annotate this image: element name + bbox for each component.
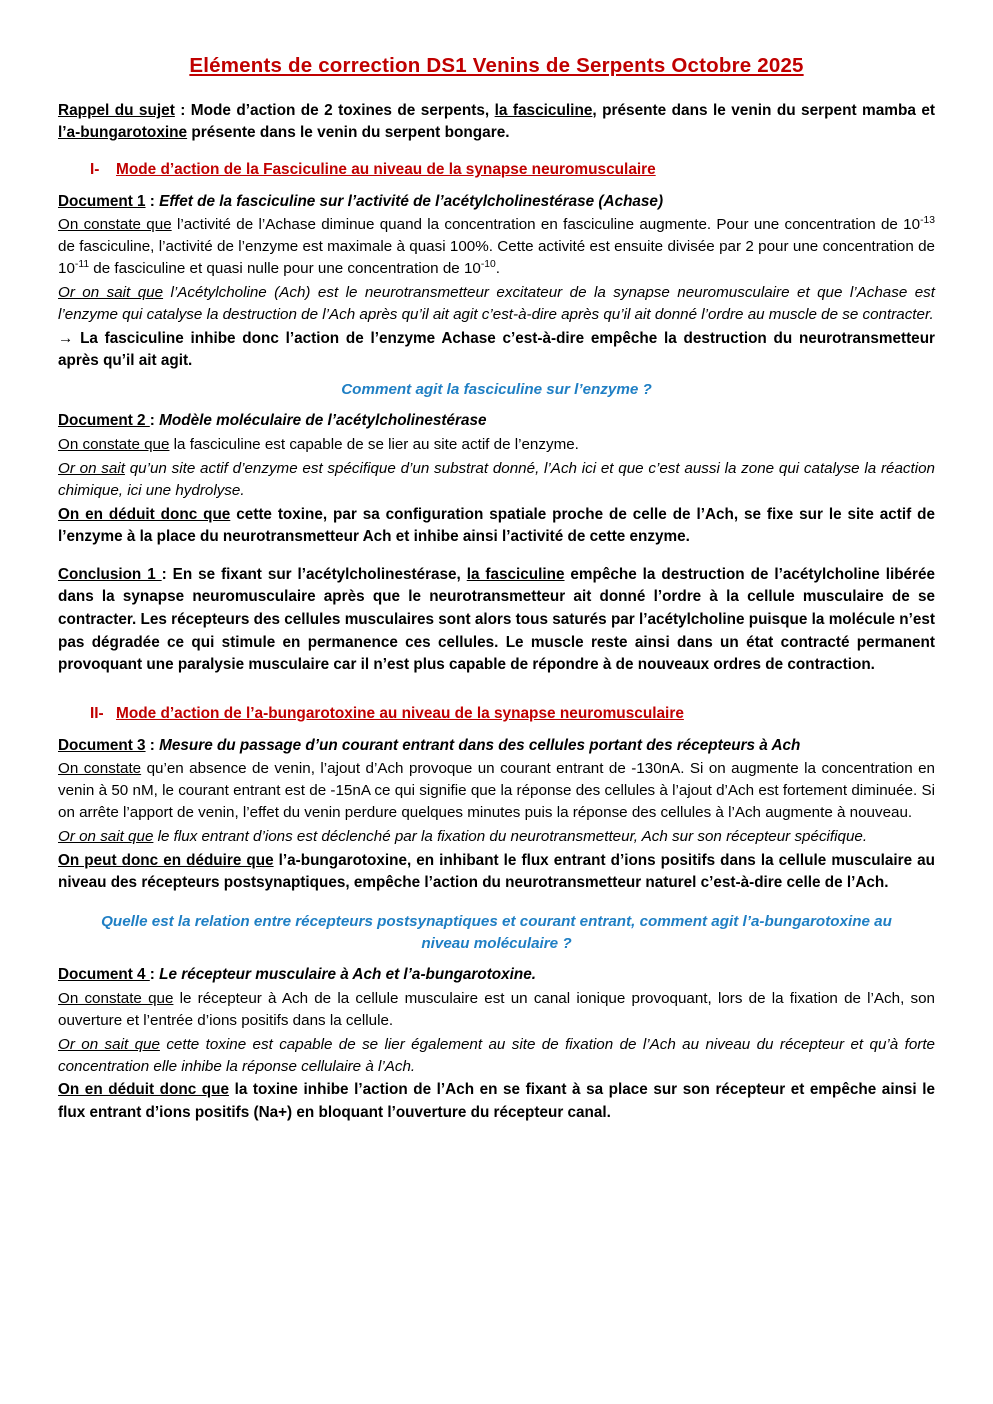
document-1-label: Document 1 [58, 192, 146, 210]
deduction-text-3: l’a-bungarotoxine, en inhibant le flux entrant d’ions positifs dans la cellule musculaire au niveau des récepteurs postsynaptiques, empêche l’action du neurotransmetteur naturel c’est-à-dire celle de l’Ach. [58, 851, 935, 892]
observation-lead-4: On constate que [58, 989, 174, 1007]
knowledge-lead-2: Or on sait [58, 459, 125, 477]
observation-text-1b: de fasciculine, l’activité de l’enzyme est maximale à quasi 100%. Cette activité est ensuite divisée par 2 pour une concentration de 10 [58, 237, 935, 277]
exponent-13: -13 [920, 215, 936, 226]
observation-text-3: qu’en absence de venin, l’ajout d’Ach provoque un courant entrant de -130nA. Si on augmente la concentration en venin à 50 nM, le courant entrant est de -15nA ce qui signifie que la réponse des cellules à l’ajout d’Ach est fortement diminuée. Si on arrête l’apport de venin, l’effet du venin perdure quelques minutes puis la réponse des cellules à l’Ach augmente à nouveau. [58, 760, 935, 822]
knowledge-text-1: l’Acétylcholine (Ach) est le neurotransmetteur excitateur de la synapse neuromusculaire et que l’Achase est l’enzyme qui catalyse la destruction de l’Ach après qu’il ait agit c’est-à-dire après qu’il ait donné l’ordre au muscle de se contracter. [58, 283, 935, 323]
spacer [58, 896, 935, 904]
deduction-lead-3: On peut donc en déduire que [58, 851, 274, 869]
observation-text-1c: de fasciculine et quasi nulle pour une concentration de 10 [89, 259, 481, 277]
observation-text-1d: . [495, 259, 501, 277]
section-heading-1 [58, 161, 935, 179]
subject-reminder [58, 100, 935, 145]
observation-lead-3: On constate [58, 760, 142, 778]
deduction-text-2: cette toxine, par sa configuration spatiale proche de celle de l’Ach, se fixe sur le site actif de l’enzyme à la place du neurotransmetteur Ach et inhibe ainsi l’activité de cette enzyme. [58, 505, 935, 545]
section-number-2: II- [90, 704, 104, 722]
document-2-title: Modèle moléculaire de l’acétylcholinestérase [159, 412, 487, 430]
document-4-observation [58, 988, 935, 1032]
document-3-label: Document 3 [58, 736, 146, 754]
conclusion-1 [58, 564, 935, 677]
conclusion-1-text-2: empêche la destruction de l’acétylcholine libérée dans la synapse neuromusculaire après que le neurotransmetteur ait donné l’ordre à la cellule musculaire de se contracter. Les récepteurs des cellules musculaires sont alors tous saturés par l’acétylcholine puisque la molécule n’est pas dégradée ce qui stimule en permanence ces cellules. Le muscle reste ainsi dans un état contracté permanent provoquant une paralysie musculaire car il n’est plus capable de répondre à de nouveaux ordres de contraction. [58, 565, 936, 674]
document-3-separator: : [145, 736, 160, 754]
subject-reminder-underlined-1: la fasciculine [494, 102, 593, 119]
document-2-knowledge [58, 458, 935, 502]
knowledge-text-4: cette toxine est capable de se lier également au site de fixation de l’Ach au niveau du récepteur et qu’à forte concentration elle inhibe la réponse cellulaire à l’Ach. [58, 1035, 935, 1075]
conclusion-1-underlined: la fasciculine [466, 565, 565, 583]
section-heading-2 [58, 705, 935, 723]
subject-reminder-underlined-2: l’a-bungarotoxine [58, 124, 188, 142]
document-2-heading [58, 410, 935, 431]
document-2-deduction [58, 504, 935, 548]
document-2-label: Document 2 [58, 412, 150, 430]
document-4-separator: : [149, 966, 160, 984]
arrow-icon: → [58, 329, 81, 347]
knowledge-text-2: qu’un site actif d’enzyme est spécifique d’un substrat donné, l’Ach ici et que c’est aussi la zone qui catalyse la réaction chimique, ici une hydrolyse. [58, 459, 935, 499]
document-3-knowledge [58, 826, 935, 848]
document-3-heading [58, 735, 935, 756]
knowledge-lead-1: Or on sait que [58, 283, 164, 301]
knowledge-lead-4: Or on sait que [58, 1035, 160, 1053]
document-4-label: Document 4 [58, 966, 150, 984]
conclusion-1-text-1: : En se fixant sur l’acétylcholinestérase, [161, 565, 467, 583]
document-4-knowledge [58, 1034, 935, 1078]
observation-text-4: le récepteur à Ach de la cellule musculaire est un canal ionique provoquant, lors de la fixation de l’Ach, son ouverture et l’entrée d’ions positifs dans la cellule. [58, 989, 936, 1029]
exponent-11: -11 [74, 258, 90, 270]
section-label-2: Mode d’action de l’a-bungarotoxine au niveau de la synapse neuromusculaire [116, 704, 684, 722]
document-1-title: Effet de la fasciculine sur l’activité de l’acétylcholinestérase (Achase) [159, 192, 664, 210]
document-3-title: Mesure du passage d’un courant entrant dans des cellules portant des récepteurs à Ach [159, 736, 801, 754]
observation-text-1a: l’activité de l’Achase diminue quand la concentration en fasciculine augmente. Pour une concentration de 10 [171, 216, 921, 234]
subject-reminder-text-3: présente dans le venin du serpent bongare. [187, 124, 510, 142]
subject-reminder-text-1: : Mode d’action de 2 toxines de serpents, [174, 102, 495, 119]
deduction-lead-4: On en déduit donc que [58, 1081, 229, 1099]
document-1-separator: : [145, 192, 160, 210]
subject-reminder-label: Rappel du sujet [58, 102, 175, 119]
document-1-deduction [58, 328, 935, 372]
document-4-heading [58, 964, 935, 985]
document-3-observation [58, 758, 935, 824]
exponent-10: -10 [480, 258, 496, 270]
document-2-separator: : [149, 412, 160, 430]
conclusion-1-lead: Conclusion 1 [58, 565, 162, 583]
knowledge-lead-3: Or on sait que [58, 828, 154, 846]
document-2-observation [58, 434, 935, 456]
guiding-question-1: Comment agit la fasciculine sur l’enzyme ? [341, 380, 652, 398]
document-1-knowledge [58, 282, 935, 326]
observation-lead-1: On constate que [58, 216, 172, 234]
subject-reminder-text-2: , présente dans le venin du serpent mamba et [592, 102, 935, 119]
observation-text-2: la fasciculine est capable de se lier au site actif de l’enzyme. [169, 435, 579, 453]
knowledge-text-3: le flux entrant d’ions est déclenché par la fixation du neurotransmetteur, Ach sur son récepteur spécifique. [153, 828, 868, 846]
deduction-lead-2: On en déduit donc que [58, 505, 231, 523]
deduction-text-4: la toxine inhibe l’action de l’Ach en se fixant à sa place sur son récepteur et empêche ainsi le flux entrant d’ions positifs (Na+) en bloquant l’ouverture du récepteur canal. [58, 1081, 935, 1121]
document-1-heading [58, 191, 935, 212]
document-3-deduction [58, 850, 935, 894]
page-title: Eléments de correction DS1 Venins de Serpents Octobre 2025 [189, 54, 804, 77]
spacer [58, 683, 935, 691]
section-label-1: Mode d’action de la Fasciculine au niveau de la synapse neuromusculaire [116, 160, 656, 178]
document-4-title: Le récepteur musculaire à Ach et l’a-bungarotoxine. [159, 966, 537, 984]
section-number-1: I- [90, 160, 100, 178]
document-1-observation [58, 214, 935, 280]
observation-lead-2: On constate que [58, 435, 170, 453]
guiding-question-2: Quelle est la relation entre récepteurs postsynaptiques et courant entrant, comment agit l’a-bungarotoxine au niveau moléculaire ? [101, 913, 892, 952]
document-4-deduction [58, 1079, 935, 1123]
deduction-text-1: La fasciculine inhibe donc l’action de l’enzyme Achase c’est-à-dire empêche la destruction du neurotransmetteur après qu’il ait agit. [58, 329, 935, 369]
